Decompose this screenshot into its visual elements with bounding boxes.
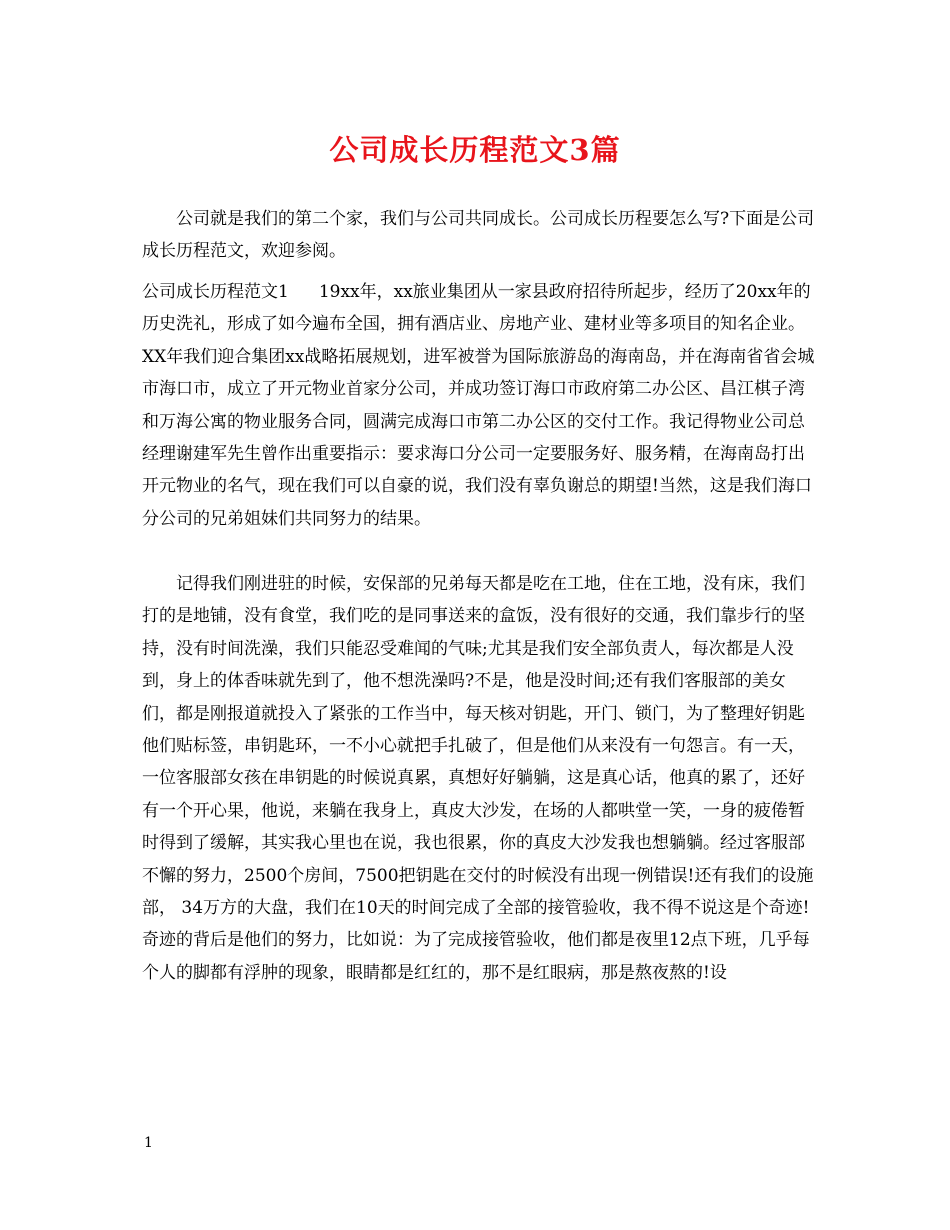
intro-paragraph: 公司就是我们的第二个家，我们与公司共同成长。公司成长历程要怎么写?下面是公司成长历程范文，欢迎参阅。 xyxy=(142,209,815,262)
page-number: 1 xyxy=(144,1135,153,1151)
section-label: 公司成长历程范文1 xyxy=(142,282,289,302)
section-1-paragraph xyxy=(142,276,818,535)
section-1-text: 19xx年，xx旅业集团从一家县政府招待所起步，经历了20xx年的历史洗礼，形成了如今遍布全国，拥有酒店业、房地产业、建材业等多项目的知名企业。XX年我们迎合集团xx战略拓展规划，进军被誉为国际旅游岛的海南岛，并在海南省省会城市海口市，成立了开元物业首家分公司，并成功签订海口市政府第二办公区、昌江棋子湾和万海公寓的物业服务合同，圆满完成海口市第二办公区的交付工作。我记得物业公司总经理谢建军先生曾作出重要指示：要求海口分公司一定要服务好、服务精，在海南岛打出开元物业的名气，现在我们可以自豪的说，我们没有辜负谢总的期望!当然，这是我们海口分公司的兄弟姐妹们共同努力的结果。 xyxy=(142,282,815,529)
section-1-paragraph-2: 记得我们刚进驻的时候，安保部的兄弟每天都是吃在工地，住在工地，没有床，我们打的是地铺，没有食堂，我们吃的是同事送来的盒饭，没有很好的交通，我们靠步行的坚持，没有时间洗澡，我们只能忍受难闻的气味;尤其是我们安全部负责人，每次都是人没到，身上的体香味就先到了，他不想洗澡吗?不是，他是没时间;还有我们客服部的美女们，都是刚报道就投入了紧张的工作当中，每天核对钥匙，开门、锁门，为了整理好钥匙他们贴标签，串钥匙环，一不小心就把手扎破了，但是他们从来没有一句怨言。有一天，一位客服部女孩在串钥匙的时候说真累，真想好好躺躺，这是真心话，他真的累了，还好有一个开心果，他说，来躺在我身上，真皮大沙发，在场的人都哄堂一笑，一身的疲倦暂时得到了缓解，其实我心里也在说，我也很累，你的真皮大沙发我也想躺躺。经过客服部不懈的努力，2500个房间，7500把钥匙在交付的时候没有出现一例错误!还有我们的设施部， 34万方的大盘，我们在10天的时间完成了全部的接管验收，我不得不说这是个奇迹!奇迹的背后是他们的努力，比如说：为了完成接管验收，他们都是夜里12点下班，几乎每个人的脚都有浮肿的现象，眼睛都是红红的，那不是红眼病，那是熬夜熬的!设 xyxy=(142,574,814,983)
document-title: 公司成长历程范文3篇 xyxy=(329,133,621,167)
